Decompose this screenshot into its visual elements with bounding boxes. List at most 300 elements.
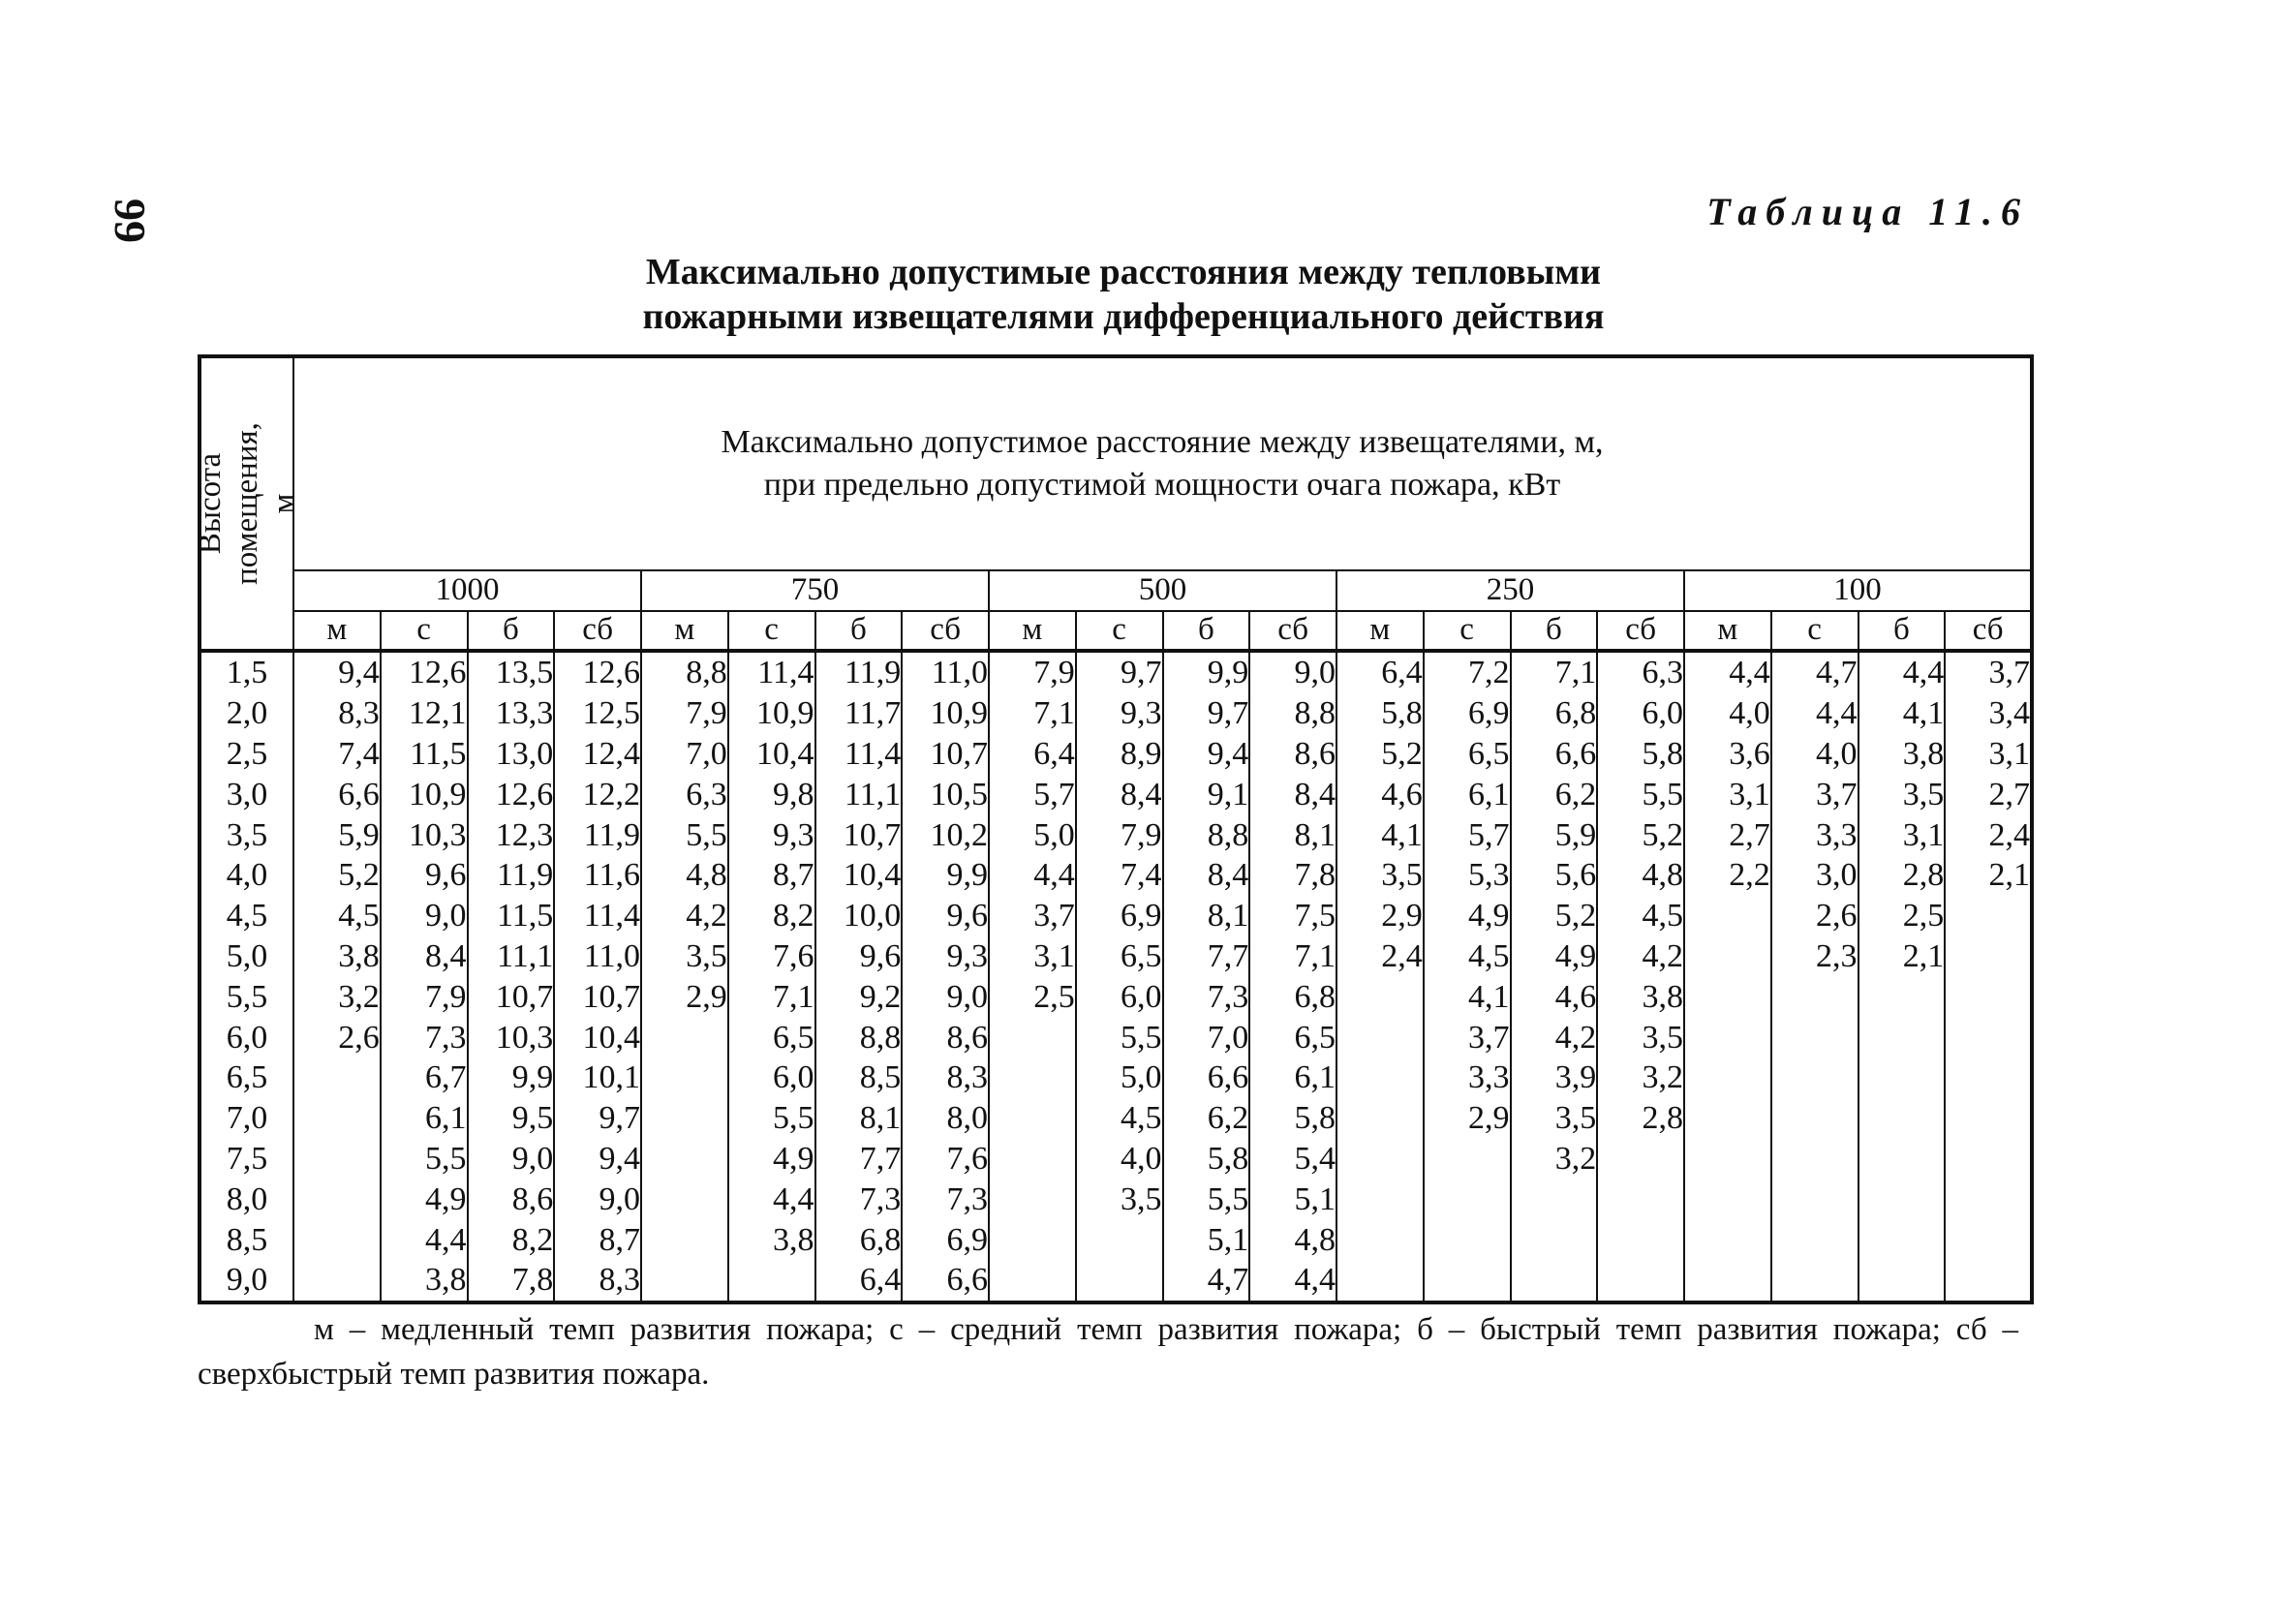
distance-cell: 5,6 xyxy=(1511,855,1598,896)
distance-cell: 4,8 xyxy=(641,855,728,896)
distance-cell: 5,0 xyxy=(1076,1057,1163,1098)
distance-cell: 5,5 xyxy=(381,1139,468,1180)
distance-cell xyxy=(1771,1139,1858,1180)
distance-cell: 4,5 xyxy=(1076,1098,1163,1139)
room-height-cell: 4,5 xyxy=(200,896,293,936)
distance-cell: 2,8 xyxy=(1858,855,1946,896)
distance-cell: 2,1 xyxy=(1945,855,2032,896)
distance-cell: 11,0 xyxy=(902,651,989,693)
distance-cell: 4,1 xyxy=(1858,693,1946,734)
distance-cell: 4,4 xyxy=(1858,651,1946,693)
power-header-750: 750 xyxy=(641,570,989,611)
distance-cell: 10,5 xyxy=(902,774,989,814)
distance-cell: 8,4 xyxy=(381,936,468,977)
distance-cell: 6,0 xyxy=(1076,976,1163,1017)
room-height-cell: 6,0 xyxy=(200,1017,293,1057)
distance-cell: 5,5 xyxy=(1163,1179,1250,1219)
distance-cell: 7,9 xyxy=(641,693,728,734)
distance-cell xyxy=(1771,1098,1858,1139)
table-row xyxy=(200,693,2032,734)
rate-header-250-2: б xyxy=(1511,611,1598,651)
distance-cell: 4,4 xyxy=(1684,651,1771,693)
distance-cell: 8,4 xyxy=(1249,774,1336,814)
distance-cell xyxy=(1771,1260,1858,1302)
room-height-cell: 7,0 xyxy=(200,1098,293,1139)
distance-cell xyxy=(1336,1219,1424,1260)
distance-cell: 10,4 xyxy=(815,855,903,896)
distance-cell xyxy=(989,1098,1076,1139)
distance-cell: 2,4 xyxy=(1336,936,1424,977)
table-row xyxy=(200,1139,2032,1180)
distance-cell: 4,7 xyxy=(1771,651,1858,693)
distance-cell: 11,9 xyxy=(468,855,555,896)
distance-cell: 12,6 xyxy=(468,774,555,814)
distance-cell: 8,8 xyxy=(1249,693,1336,734)
distance-cell: 7,4 xyxy=(1076,855,1163,896)
room-height-cell: 7,5 xyxy=(200,1139,293,1180)
power-header-100: 100 xyxy=(1684,570,2032,611)
distance-cell: 4,0 xyxy=(1076,1139,1163,1180)
distance-cell: 5,1 xyxy=(1163,1219,1250,1260)
distance-cell: 9,3 xyxy=(728,814,815,855)
distance-cell: 8,6 xyxy=(902,1017,989,1057)
distance-cell: 7,1 xyxy=(989,693,1076,734)
distance-cell: 7,8 xyxy=(468,1260,555,1302)
distance-cell: 10,7 xyxy=(468,976,555,1017)
distance-cell: 9,9 xyxy=(1163,651,1250,693)
distance-cell: 6,3 xyxy=(1597,651,1684,693)
distance-cell: 3,9 xyxy=(1511,1057,1598,1098)
distance-cell: 4,2 xyxy=(1511,1017,1598,1057)
distance-cell xyxy=(1858,1098,1946,1139)
table-row xyxy=(200,896,2032,936)
distance-cell: 6,9 xyxy=(1076,896,1163,936)
distance-cell: 10,7 xyxy=(554,976,641,1017)
distance-cell: 7,9 xyxy=(989,651,1076,693)
table-label: Таблица 11.6 xyxy=(1706,190,2029,233)
distance-cell: 3,6 xyxy=(1684,734,1771,775)
distance-cell: 6,5 xyxy=(1249,1017,1336,1057)
distance-cell xyxy=(1945,1057,2032,1098)
distance-cell: 13,5 xyxy=(468,651,555,693)
distance-cell: 8,0 xyxy=(902,1098,989,1139)
rate-header-250-3: сб xyxy=(1597,611,1684,651)
distance-cell xyxy=(1945,1219,2032,1260)
distance-cell xyxy=(1945,936,2032,977)
distance-cell: 4,2 xyxy=(641,896,728,936)
distance-cell xyxy=(1511,1219,1598,1260)
distance-cell: 9,6 xyxy=(815,936,903,977)
distance-cell: 13,3 xyxy=(468,693,555,734)
distance-cell xyxy=(293,1260,381,1302)
distance-cell: 4,8 xyxy=(1597,855,1684,896)
distance-cell: 3,7 xyxy=(1771,774,1858,814)
distance-cell: 11,1 xyxy=(815,774,903,814)
rate-header-250-0: м xyxy=(1336,611,1424,651)
rate-header-1000-3: сб xyxy=(554,611,641,651)
power-header-250: 250 xyxy=(1336,570,1684,611)
footnote: м – медленный темп развития пожара; с – средний темп развития пожара; б – быстрый темп развития пожара; сб – сверхбыстрый темп развития пожара. xyxy=(198,1312,2018,1392)
distance-cell: 9,0 xyxy=(554,1179,641,1219)
distance-cell xyxy=(1684,1057,1771,1098)
distance-cell: 12,3 xyxy=(468,814,555,855)
distance-cell: 13,0 xyxy=(468,734,555,775)
distance-cell: 4,9 xyxy=(728,1139,815,1180)
distance-cell: 6,8 xyxy=(1511,693,1598,734)
distance-cell: 3,8 xyxy=(1597,976,1684,1017)
rate-header-500-2: б xyxy=(1163,611,1250,651)
distance-cell: 4,1 xyxy=(1424,976,1511,1017)
distance-cell: 6,8 xyxy=(1249,976,1336,1017)
distance-cell: 3,7 xyxy=(1424,1017,1511,1057)
distance-cell: 5,8 xyxy=(1597,734,1684,775)
distance-cell: 7,6 xyxy=(728,936,815,977)
distance-cell: 3,2 xyxy=(1597,1057,1684,1098)
rate-header-750-1: с xyxy=(728,611,815,651)
main-header-line-2: при предельно допустимой мощности очага пожара, кВт xyxy=(763,466,1561,503)
distance-cell: 2,5 xyxy=(1858,896,1946,936)
distance-cell: 8,7 xyxy=(554,1219,641,1260)
distance-cell xyxy=(1597,1179,1684,1219)
distance-cell: 9,9 xyxy=(902,855,989,896)
distance-cell: 5,4 xyxy=(1249,1139,1336,1180)
table-row xyxy=(200,1098,2032,1139)
distance-cell: 5,5 xyxy=(1076,1017,1163,1057)
distance-cell: 5,7 xyxy=(1424,814,1511,855)
distance-cell: 5,5 xyxy=(1597,774,1684,814)
distance-cell: 6,6 xyxy=(902,1260,989,1302)
distance-cell: 4,9 xyxy=(381,1179,468,1219)
rate-header-100-1: с xyxy=(1771,611,1858,651)
distance-cell: 9,0 xyxy=(468,1139,555,1180)
distance-cell xyxy=(1858,1057,1946,1098)
distance-cell: 7,0 xyxy=(641,734,728,775)
distance-cell: 5,1 xyxy=(1249,1179,1336,1219)
distance-cell: 2,6 xyxy=(293,1017,381,1057)
distance-cell xyxy=(989,1260,1076,1302)
distance-cell: 9,5 xyxy=(468,1098,555,1139)
distance-cell: 7,3 xyxy=(815,1179,903,1219)
distance-cell: 5,2 xyxy=(1336,734,1424,775)
distance-cell xyxy=(728,1260,815,1302)
distance-cell: 10,2 xyxy=(902,814,989,855)
distance-cell: 4,4 xyxy=(728,1179,815,1219)
distance-cell: 7,7 xyxy=(815,1139,903,1180)
distance-cell xyxy=(641,1057,728,1098)
distance-cell: 4,4 xyxy=(989,855,1076,896)
distance-cell: 10,9 xyxy=(728,693,815,734)
distance-cell: 9,7 xyxy=(554,1098,641,1139)
distance-cell: 11,5 xyxy=(468,896,555,936)
distance-cell xyxy=(989,1219,1076,1260)
distance-cell: 2,7 xyxy=(1684,814,1771,855)
distance-cell: 2,5 xyxy=(989,976,1076,1017)
distance-cell: 9,3 xyxy=(902,936,989,977)
distance-cell: 8,6 xyxy=(1249,734,1336,775)
distance-cell: 3,8 xyxy=(1858,734,1946,775)
distance-cell: 8,6 xyxy=(468,1179,555,1219)
table-row xyxy=(200,936,2032,977)
distance-cell: 2,8 xyxy=(1597,1098,1684,1139)
table-row xyxy=(200,774,2032,814)
distance-cell xyxy=(1684,936,1771,977)
distance-cell: 5,2 xyxy=(293,855,381,896)
distance-cell: 3,7 xyxy=(1945,651,2032,693)
room-height-cell: 1,5 xyxy=(200,651,293,693)
rate-header-750-0: м xyxy=(641,611,728,651)
distance-cell: 11,4 xyxy=(728,651,815,693)
distance-cell xyxy=(1336,1017,1424,1057)
distance-cell xyxy=(1858,976,1946,1017)
distance-cell xyxy=(293,1179,381,1219)
distance-cell: 11,9 xyxy=(554,814,641,855)
distance-cell: 7,1 xyxy=(728,976,815,1017)
distance-cell: 10,9 xyxy=(902,693,989,734)
distance-cell: 4,9 xyxy=(1511,936,1598,977)
distance-cell: 10,7 xyxy=(815,814,903,855)
room-height-cell: 8,0 xyxy=(200,1179,293,1219)
distance-cell xyxy=(1684,1260,1771,1302)
distance-cell: 2,9 xyxy=(1424,1098,1511,1139)
table-row xyxy=(200,1057,2032,1098)
table-row xyxy=(200,1219,2032,1260)
distance-cell: 9,6 xyxy=(381,855,468,896)
distance-cell: 11,9 xyxy=(815,651,903,693)
room-height-cell: 5,0 xyxy=(200,936,293,977)
distance-cell xyxy=(1597,1260,1684,1302)
distance-cell: 3,5 xyxy=(1511,1098,1598,1139)
main-column-header xyxy=(293,356,2032,570)
distance-cell: 4,4 xyxy=(1771,693,1858,734)
distance-cell xyxy=(641,1017,728,1057)
distance-cell: 6,5 xyxy=(1076,936,1163,977)
distance-cell: 6,2 xyxy=(1163,1098,1250,1139)
distance-table xyxy=(193,354,2034,1304)
distance-cell xyxy=(1858,1017,1946,1057)
distance-cell xyxy=(1684,1098,1771,1139)
rate-header-750-2: б xyxy=(815,611,903,651)
distance-cell: 4,1 xyxy=(1336,814,1424,855)
distance-cell: 6,1 xyxy=(1249,1057,1336,1098)
distance-cell: 3,7 xyxy=(989,896,1076,936)
distance-cell xyxy=(1336,1057,1424,1098)
distance-cell xyxy=(1771,1219,1858,1260)
distance-cell xyxy=(1684,976,1771,1017)
table-row xyxy=(200,651,2032,693)
distance-cell: 9,2 xyxy=(815,976,903,1017)
room-height-cell: 2,5 xyxy=(200,734,293,775)
distance-cell xyxy=(641,1260,728,1302)
distance-cell: 5,8 xyxy=(1249,1098,1336,1139)
distance-cell: 4,5 xyxy=(293,896,381,936)
distance-cell: 7,9 xyxy=(381,976,468,1017)
distance-cell: 3,2 xyxy=(293,976,381,1017)
distance-cell: 7,9 xyxy=(1076,814,1163,855)
distance-cell: 10,4 xyxy=(728,734,815,775)
room-height-cell: 6,5 xyxy=(200,1057,293,1098)
table-row xyxy=(200,1017,2032,1057)
distance-cell xyxy=(1945,1139,2032,1180)
distance-cell: 2,1 xyxy=(1858,936,1946,977)
rate-header-500-1: с xyxy=(1076,611,1163,651)
distance-cell xyxy=(1684,1179,1771,1219)
distance-cell: 6,1 xyxy=(381,1098,468,1139)
distance-cell xyxy=(989,1057,1076,1098)
distance-cell xyxy=(1858,1219,1946,1260)
distance-cell xyxy=(641,1139,728,1180)
distance-cell xyxy=(293,1098,381,1139)
distance-cell: 6,5 xyxy=(728,1017,815,1057)
distance-cell: 8,4 xyxy=(1163,855,1250,896)
distance-cell: 5,9 xyxy=(1511,814,1598,855)
distance-cell: 9,3 xyxy=(1076,693,1163,734)
distance-cell: 3,3 xyxy=(1771,814,1858,855)
distance-cell: 3,2 xyxy=(1511,1139,1598,1180)
distance-cell xyxy=(293,1057,381,1098)
table-row xyxy=(200,855,2032,896)
height-column-header xyxy=(193,356,301,651)
distance-cell: 3,8 xyxy=(381,1260,468,1302)
distance-cell: 8,8 xyxy=(641,651,728,693)
distance-cell: 9,4 xyxy=(293,651,381,693)
distance-cell: 9,9 xyxy=(468,1057,555,1098)
distance-cell: 3,5 xyxy=(1076,1179,1163,1219)
distance-cell: 2,6 xyxy=(1771,896,1858,936)
distance-cell: 11,1 xyxy=(468,936,555,977)
room-height-cell: 2,0 xyxy=(200,693,293,734)
distance-cell: 8,7 xyxy=(728,855,815,896)
distance-cell: 7,3 xyxy=(381,1017,468,1057)
room-height-cell: 8,5 xyxy=(200,1219,293,1260)
main-header-line-1: Максимально допустимое расстояние между извещателями, м, xyxy=(721,423,1604,460)
distance-cell: 8,2 xyxy=(468,1219,555,1260)
distance-cell: 5,5 xyxy=(641,814,728,855)
height-column-header-text xyxy=(192,412,302,596)
distance-cell: 11,6 xyxy=(554,855,641,896)
distance-cell xyxy=(1597,1139,1684,1180)
distance-cell: 11,7 xyxy=(815,693,903,734)
rate-header-1000-2: б xyxy=(468,611,555,651)
distance-cell: 12,6 xyxy=(381,651,468,693)
distance-cell xyxy=(1858,1139,1946,1180)
room-height-cell: 4,0 xyxy=(200,855,293,896)
distance-cell: 12,2 xyxy=(554,774,641,814)
distance-cell xyxy=(989,1139,1076,1180)
distance-cell: 11,5 xyxy=(381,734,468,775)
distance-cell: 12,5 xyxy=(554,693,641,734)
room-height-cell: 3,5 xyxy=(200,814,293,855)
distance-cell: 6,0 xyxy=(728,1057,815,1098)
distance-cell: 6,9 xyxy=(902,1219,989,1260)
table-title-line-1: Максимально допустимые расстояния между тепловыми xyxy=(645,252,1602,292)
table-row xyxy=(200,1179,2032,1219)
distance-cell xyxy=(1511,1179,1598,1219)
distance-cell: 10,7 xyxy=(902,734,989,775)
distance-cell xyxy=(1945,1179,2032,1219)
distance-cell: 3,8 xyxy=(293,936,381,977)
distance-cell: 3,1 xyxy=(989,936,1076,977)
distance-cell: 9,0 xyxy=(902,976,989,1017)
distance-cell xyxy=(293,1219,381,1260)
distance-cell xyxy=(1424,1219,1511,1260)
table-row xyxy=(200,1260,2032,1302)
distance-cell: 6,1 xyxy=(1424,774,1511,814)
distance-cell xyxy=(1945,1098,2032,1139)
page-number: 99 xyxy=(106,199,155,243)
distance-cell xyxy=(1076,1219,1163,1260)
table-body xyxy=(200,651,2032,1302)
rate-header-750-3: сб xyxy=(902,611,989,651)
rate-header-100-2: б xyxy=(1858,611,1946,651)
table-row xyxy=(200,734,2032,775)
distance-cell xyxy=(1858,1179,1946,1219)
distance-cell: 12,4 xyxy=(554,734,641,775)
distance-cell: 6,9 xyxy=(1424,693,1511,734)
distance-cell: 3,1 xyxy=(1945,734,2032,775)
distance-cell: 5,7 xyxy=(989,774,1076,814)
distance-cell xyxy=(1945,1260,2032,1302)
distance-cell: 8,3 xyxy=(554,1260,641,1302)
distance-cell: 5,9 xyxy=(293,814,381,855)
distance-cell: 3,5 xyxy=(1858,774,1946,814)
distance-cell xyxy=(293,1139,381,1180)
distance-cell: 9,0 xyxy=(381,896,468,936)
distance-cell: 9,4 xyxy=(1163,734,1250,775)
distance-cell xyxy=(1684,1219,1771,1260)
power-header-1000: 1000 xyxy=(293,570,641,611)
distance-cell: 10,3 xyxy=(381,814,468,855)
distance-cell xyxy=(1858,1260,1946,1302)
room-height-cell: 9,0 xyxy=(200,1260,293,1302)
distance-cell xyxy=(1424,1139,1511,1180)
distance-cell: 5,8 xyxy=(1163,1139,1250,1180)
distance-cell: 7,0 xyxy=(1163,1017,1250,1057)
distance-cell: 4,0 xyxy=(1684,693,1771,734)
distance-cell xyxy=(1424,1179,1511,1219)
distance-cell: 12,6 xyxy=(554,651,641,693)
distance-cell: 6,4 xyxy=(1336,651,1424,693)
rate-header-500-3: сб xyxy=(1249,611,1336,651)
distance-cell: 7,2 xyxy=(1424,651,1511,693)
distance-cell: 5,3 xyxy=(1424,855,1511,896)
distance-cell xyxy=(1336,1098,1424,1139)
distance-cell xyxy=(1336,1139,1424,1180)
distance-cell: 5,2 xyxy=(1597,814,1684,855)
distance-cell xyxy=(1771,1179,1858,1219)
distance-cell: 6,3 xyxy=(641,774,728,814)
distance-cell: 6,0 xyxy=(1597,693,1684,734)
distance-cell xyxy=(1684,1017,1771,1057)
distance-cell xyxy=(641,1219,728,1260)
power-header-500: 500 xyxy=(989,570,1336,611)
distance-cell: 10,9 xyxy=(381,774,468,814)
distance-cell: 2,3 xyxy=(1771,936,1858,977)
distance-cell: 6,8 xyxy=(815,1219,903,1260)
distance-cell: 6,6 xyxy=(1511,734,1598,775)
distance-cell: 3,3 xyxy=(1424,1057,1511,1098)
distance-cell: 6,4 xyxy=(989,734,1076,775)
distance-cell: 10,0 xyxy=(815,896,903,936)
distance-cell: 7,6 xyxy=(902,1139,989,1180)
distance-cell: 4,6 xyxy=(1511,976,1598,1017)
distance-cell: 10,3 xyxy=(468,1017,555,1057)
distance-cell xyxy=(1336,1260,1424,1302)
distance-cell xyxy=(1336,976,1424,1017)
distance-cell: 8,1 xyxy=(1163,896,1250,936)
room-height-cell: 5,5 xyxy=(200,976,293,1017)
distance-cell: 3,8 xyxy=(728,1219,815,1260)
distance-cell: 2,2 xyxy=(1684,855,1771,896)
